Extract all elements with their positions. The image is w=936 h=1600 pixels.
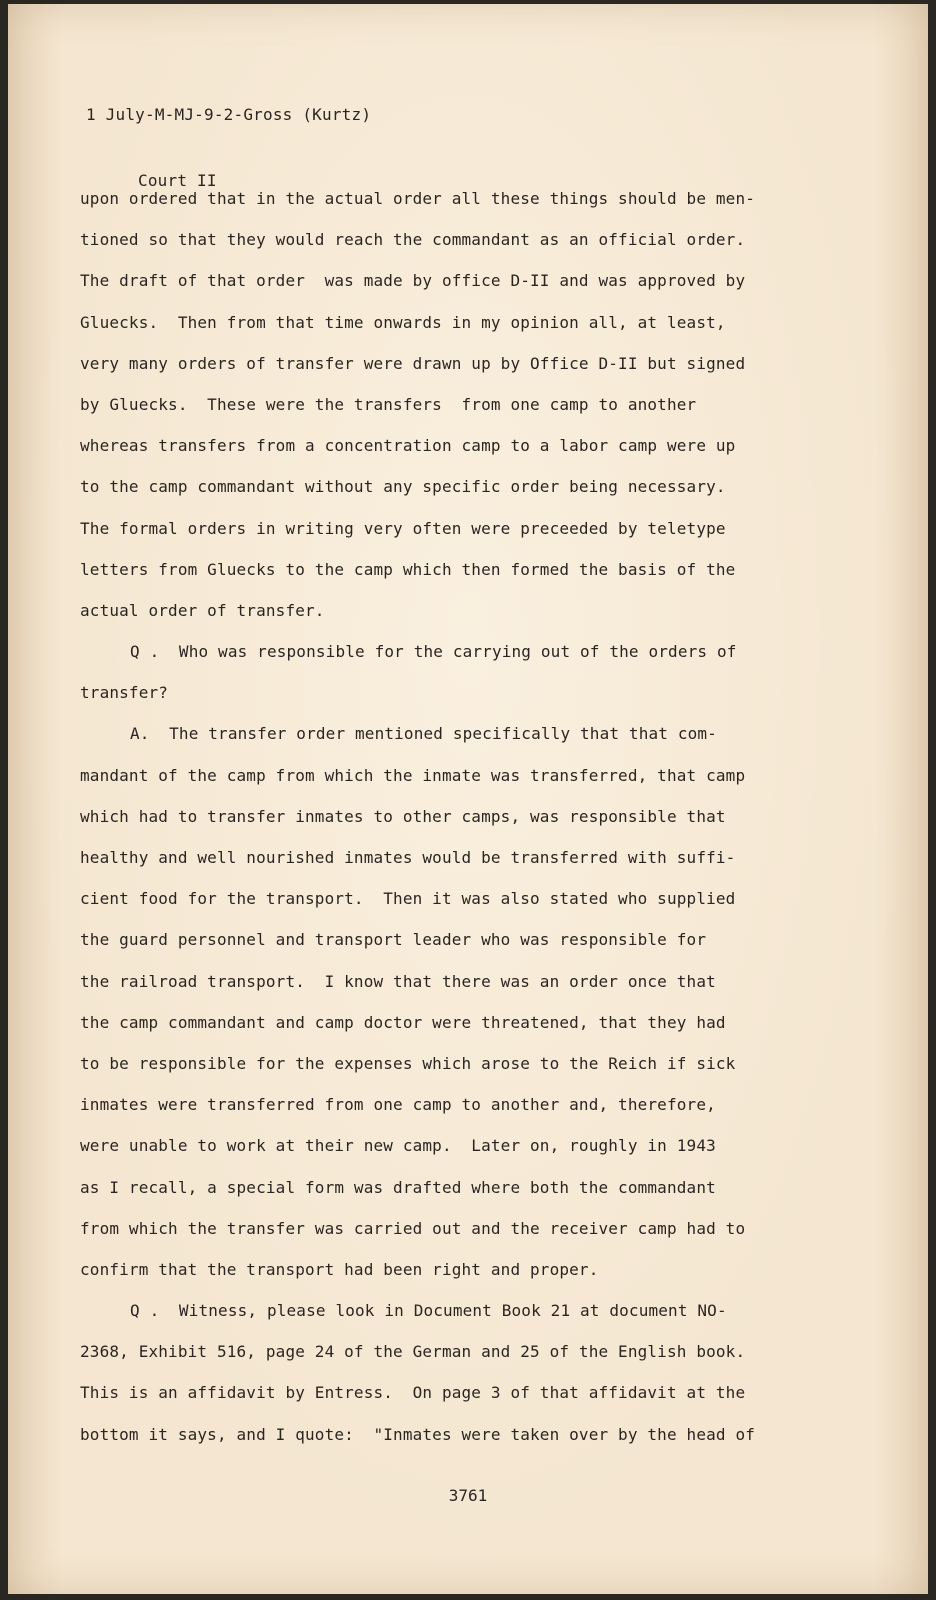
page-number: 3761 xyxy=(448,1486,488,1505)
text-line: as I recall, a special form was drafted where both the commandant xyxy=(80,1177,716,1197)
text-line: letters from Gluecks to the camp which then formed the basis of the xyxy=(80,559,736,579)
text-line: healthy and well nourished inmates would be transferred with suffi- xyxy=(80,848,736,867)
text-line: by Gluecks. These were the transfers from one camp to another xyxy=(80,394,697,414)
text-line: whereas transfers from a concentration camp to a labor camp were up xyxy=(80,436,736,456)
text-line: the railroad transport. I know that there was an order once that xyxy=(80,971,716,991)
transcript-body xyxy=(80,178,800,1455)
text-line: to the camp commandant without any specific order being necessary. xyxy=(80,477,726,497)
text-line: from which the transfer was carried out and the receiver camp had to xyxy=(80,1218,746,1238)
text-line: which had to transfer inmates to other camps, was responsible that xyxy=(80,806,726,826)
text-line: The draft of that order was made by office D-II and was approved by xyxy=(80,271,746,291)
text-line: the camp commandant and camp doctor were threatened, that they had xyxy=(80,1012,726,1032)
question-line: Q . Witness, please look in Document Book 21 at document NO- xyxy=(130,1301,727,1321)
text-line: Gluecks. Then from that time onwards in my opinion all, at least, xyxy=(80,312,726,332)
text-line: transfer? xyxy=(80,683,169,703)
text-line: inmates were transferred from one camp to another and, therefore, xyxy=(80,1095,716,1115)
header-line-court: Court II xyxy=(138,171,217,190)
text-line: This is an affidavit by Entress. On page 3 of that affidavit at the xyxy=(80,1383,746,1403)
question-line: Q . Who was responsible for the carrying out of the orders of xyxy=(130,642,737,662)
document-page xyxy=(8,4,928,1594)
text-line: cient food for the transport. Then it was also stated who supplied xyxy=(80,889,736,909)
text-line: were unable to work at their new camp. Later on, roughly in 1943 xyxy=(80,1136,716,1156)
text-line: very many orders of transfer were drawn up by Office D-II but signed xyxy=(80,353,746,373)
answer-line: A. The transfer order mentioned specifically that that com- xyxy=(130,724,717,744)
text-line: the guard personnel and transport leader who was responsible for xyxy=(80,930,707,950)
text-line: upon ordered that in the actual order all these things should be men- xyxy=(80,189,756,208)
text-line: bottom it says, and I quote: "Inmates were taken over by the head of xyxy=(80,1424,756,1444)
text-line: 2368, Exhibit 516, page 24 of the German and 25 of the English book. xyxy=(80,1342,746,1362)
text-line: The formal orders in writing very often were preceeded by teletype xyxy=(80,518,726,538)
text-line: mandant of the camp from which the inmate was transferred, that camp xyxy=(80,765,746,785)
header-line-case: 1 July-M-MJ-9-2-Gross (Kurtz) xyxy=(86,105,372,124)
text-line: confirm that the transport had been right and proper. xyxy=(80,1259,599,1279)
text-line: to be responsible for the expenses which arose to the Reich if sick xyxy=(80,1053,736,1073)
text-line: tioned so that they would reach the commandant as an official order. xyxy=(80,230,746,250)
text-line: actual order of transfer. xyxy=(80,600,325,620)
